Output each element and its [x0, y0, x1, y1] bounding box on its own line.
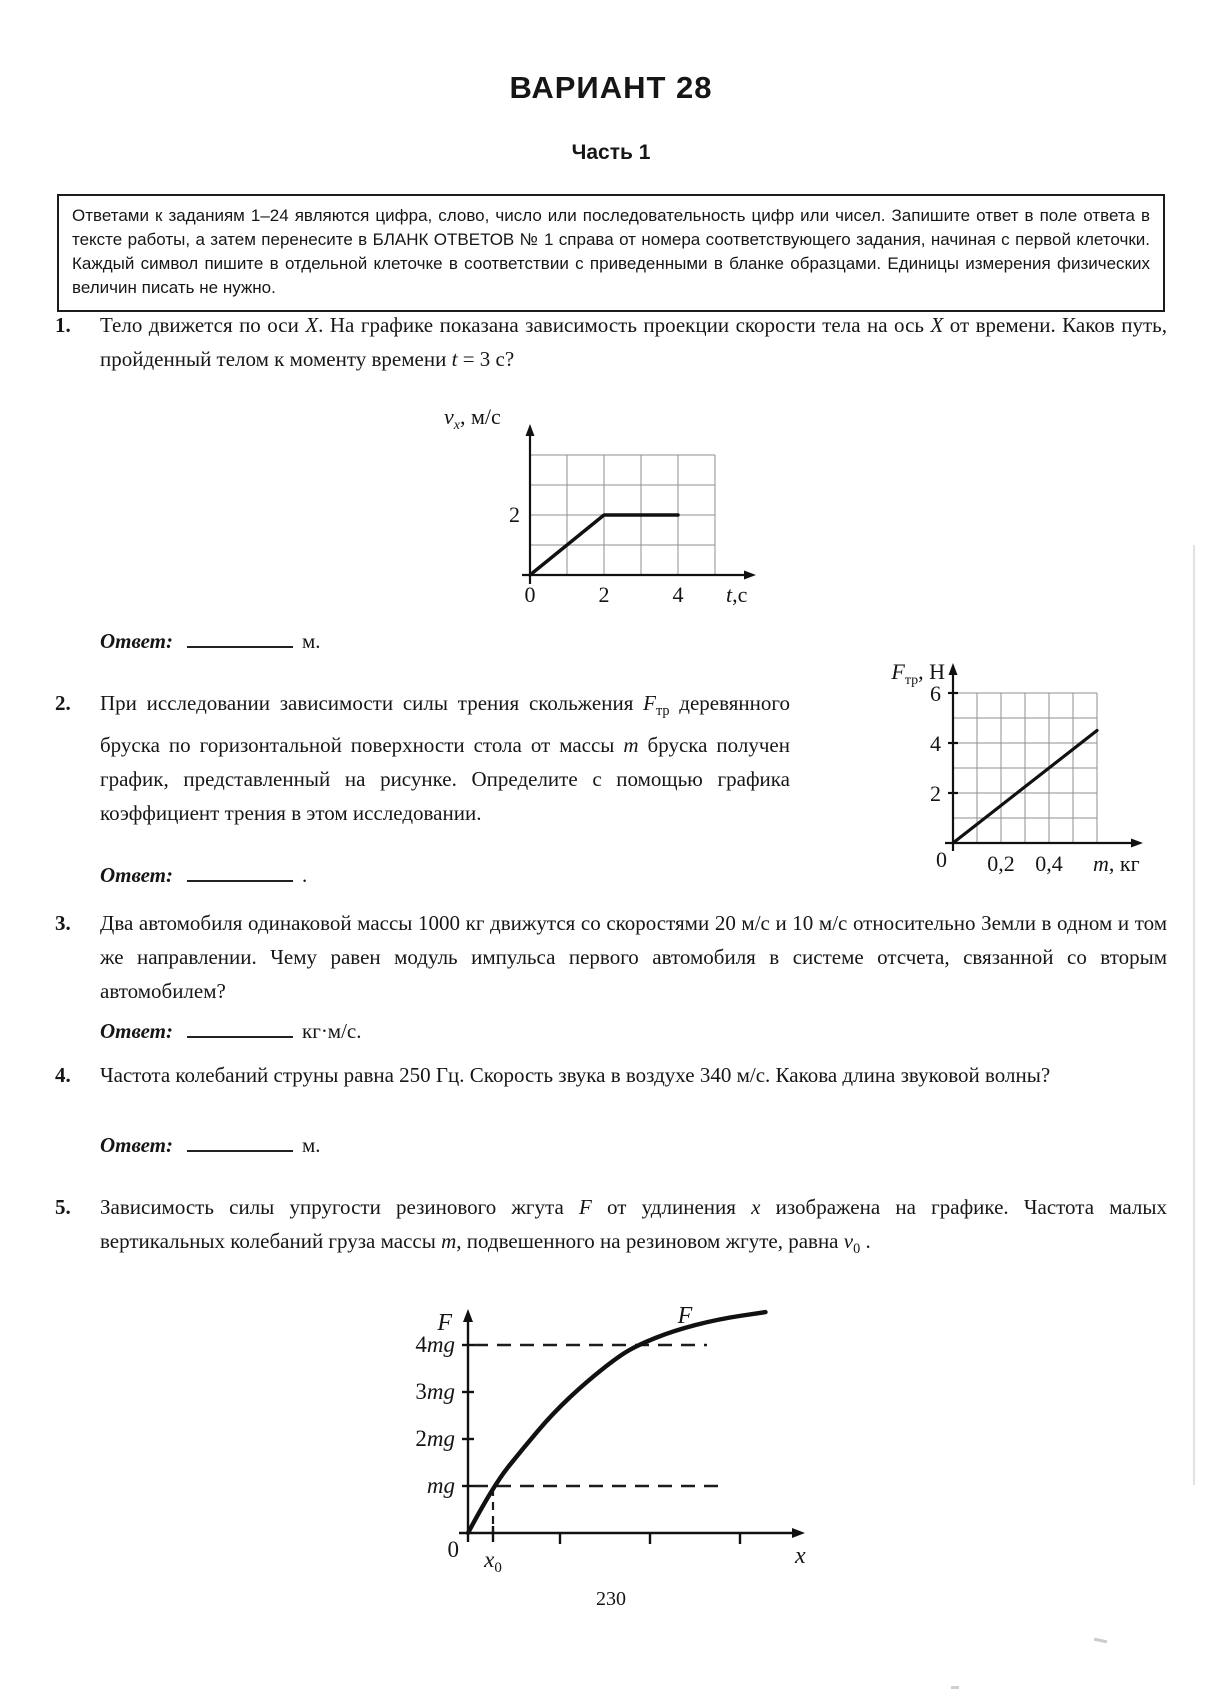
chart2-axes	[945, 673, 1133, 851]
answer-2-label: Ответ:	[100, 863, 173, 887]
problem-2-number: 2.	[55, 691, 71, 715]
x-axis-arrow-icon	[1131, 839, 1143, 848]
answer-4-label: Ответ:	[100, 1133, 173, 1157]
scan-edge-artifact	[1193, 545, 1195, 1485]
answer-3-blank	[187, 1018, 293, 1038]
problem-1-number: 1.	[55, 313, 71, 337]
velocity-time-chart	[400, 388, 780, 613]
problem-2-text: При исследовании зависимости силы трения скольжения $F_{тр}$ деревянного бруска по горизонтальной поверхности стола от массы m бруска получен график, представленный на рисунке. Определите с помощью графика коэффициент трения в этом исследовании.	[100, 691, 790, 826]
answer-line-3	[100, 1018, 362, 1044]
chart3-origin: 0	[447, 1537, 459, 1562]
scan-speck	[951, 1686, 959, 1689]
y-axis-arrow-icon	[526, 424, 535, 436]
problem-4-text: Частота колебаний струны равна 250 Гц. Скорость звука в воздухе 340 м/с. Какова длина звуковой волны?	[100, 1063, 1051, 1087]
chart3-curve-label: F	[677, 1303, 693, 1329]
chart2-origin: 0	[936, 847, 947, 872]
page-title: ВАРИАНТ 28	[509, 70, 713, 105]
force-extension-chart	[355, 1290, 815, 1580]
answer-1-unit: м.	[302, 629, 321, 653]
problem-3-number: 3.	[55, 911, 71, 935]
answer-4-unit: м.	[302, 1133, 321, 1157]
x-axis-arrow-icon	[744, 571, 756, 580]
problem-4-number: 4.	[55, 1063, 71, 1087]
answer-2-unit: .	[302, 863, 308, 887]
chart2-ytick-2: 2	[930, 781, 941, 806]
answer-3-label: Ответ:	[100, 1019, 173, 1043]
y-axis-arrow-icon	[949, 663, 958, 675]
chart1-ytick-2: 2	[509, 502, 520, 527]
answer-1-blank	[187, 628, 293, 648]
chart2-grid	[953, 693, 1097, 843]
chart2-ytick-4: 4	[930, 731, 941, 756]
page-number: 230	[596, 1588, 626, 1610]
chart2-ytick-6: 6	[930, 681, 941, 706]
chart1-x-axis-label: t,с	[726, 582, 748, 607]
chart1-xtick-4: 4	[672, 582, 684, 607]
problem-1-text: Тело движется по оси X. На графике показана зависимость проекции скорости тела на ось X от времени. Каков путь, пройденный телом к моменту времени t = 3 с?	[100, 313, 1167, 371]
answer-1-label: Ответ:	[100, 629, 173, 653]
answer-2-blank	[187, 862, 293, 882]
chart3-ytick-4mg: 4mg	[415, 1332, 455, 1357]
chart3-x-axis-label: x	[795, 1543, 806, 1569]
problem-3-text: Два автомобиля одинаковой массы 1000 кг движутся со скоростями 20 м/с и 10 м/с относительно Земли в одном и том же направлении. Чему равен модуль импульса первого автомобиля в системе отсчета, связанной со вторым автомобилем?	[100, 911, 1167, 1003]
chart3-y-axis-label: F	[437, 1310, 452, 1336]
part-title: Часть 1	[571, 141, 651, 164]
problem-5	[55, 1190, 1167, 1266]
chart2-xtick-02: 0,2	[987, 851, 1015, 876]
chart1-origin: 0	[524, 582, 536, 607]
instructions-box: Ответами к заданиям 1–24 являются цифра, слово, число или последовательность цифр или чисел. Запишите ответ в поле ответа в тексте работы, а затем перенесите в БЛАНК ОТВЕТОВ № 1 справа от номера соответствующего задания, начиная с первой клеточки. Каждый символ пишите в отдельной клеточке в соответствии с приведенными в бланке образцами. Единицы измерения физических величин писать не нужно.	[57, 194, 1165, 312]
answer-line-2	[100, 862, 307, 888]
y-axis-arrow-icon	[463, 1309, 473, 1322]
friction-mass-chart	[795, 645, 1195, 885]
chart1-y-axis-label: $v_x$, м/с	[444, 404, 501, 433]
problem-5-text: Зависимость силы упругости резинового жгута F от удлинения x изображена на графике. Частота малых вертикальных колебаний груза массы m, подвешенного на резиновом жгуте, равна $\nu_0$ .	[100, 1195, 1167, 1258]
chart1-xtick-2: 2	[598, 582, 610, 607]
problem-1	[55, 308, 1167, 376]
problem-4	[55, 1058, 1167, 1092]
answer-4-blank	[187, 1132, 293, 1152]
chart2-x-axis-label: m, кг	[1093, 851, 1140, 876]
problem-3	[55, 906, 1167, 1008]
chart2-y-axis-label: $F_{тр}$, Н	[891, 659, 945, 688]
chart1-axes	[522, 434, 746, 584]
x-axis-arrow-icon	[792, 1528, 805, 1538]
answer-line-1	[100, 628, 321, 654]
problem-5-number: 5.	[55, 1195, 71, 1219]
answer-line-4	[100, 1132, 321, 1158]
scan-speck	[1094, 1638, 1107, 1644]
chart2-xtick-04: 0,4	[1035, 851, 1063, 876]
chart3-ytick-2mg: 2mg	[415, 1426, 455, 1451]
problem-2	[55, 686, 790, 830]
chart3-ytick-3mg: 3mg	[415, 1379, 455, 1404]
chart3-xtick-x0: $x_0$	[484, 1547, 502, 1576]
chart3-ytick-mg: mg	[426, 1473, 455, 1498]
answer-3-unit: кг·м/с.	[302, 1019, 362, 1043]
